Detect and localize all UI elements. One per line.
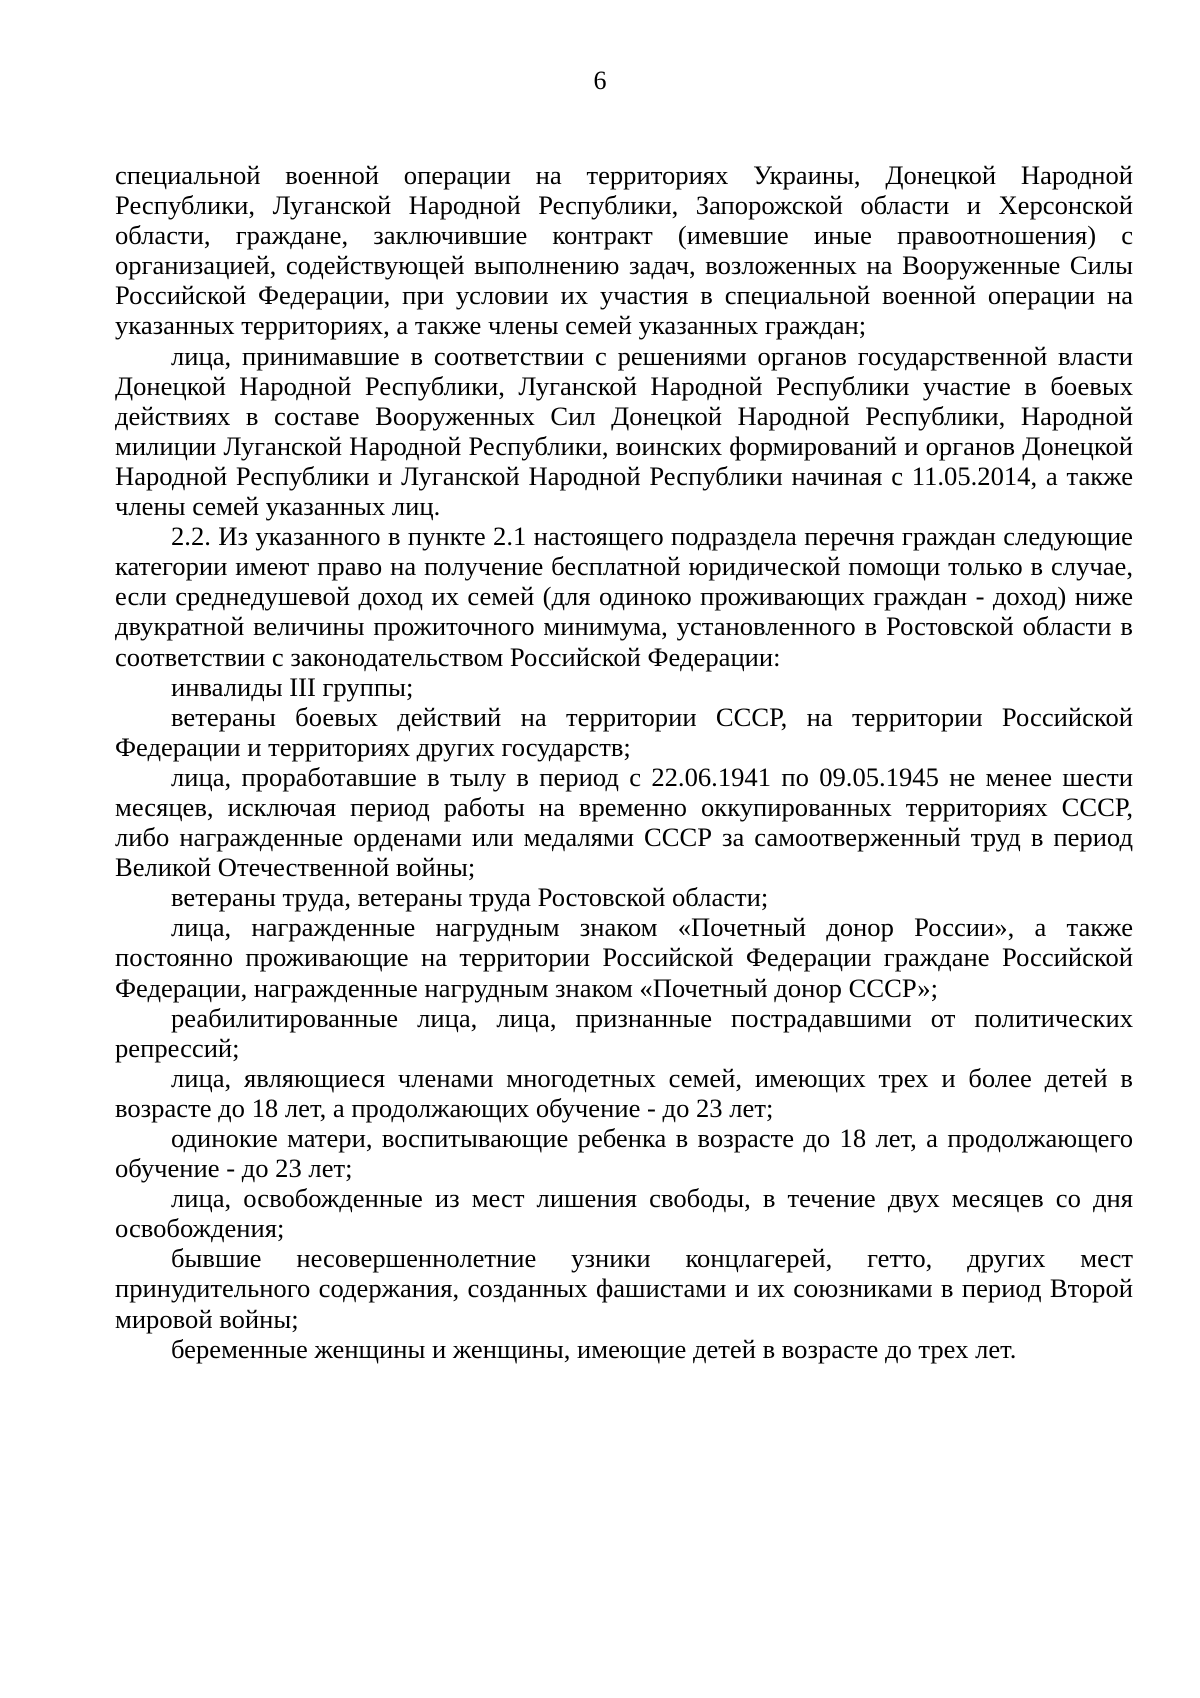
list-item: лица, освобожденные из мест лишения свободы, в течение двух месяцев со дня освобождения; [115,1183,1133,1244]
list-item: реабилитированные лица, лица, признанные пострадавшими от политических репрессий; [115,1002,1133,1063]
paragraph-clause-2-2: 2.2. Из указанного в пункте 2.1 настоящего подраздела перечня граждан следующие категории имеют право на получение бесплатной юридической помощи только в случае, если среднедушевой доход их семей (для одиноко проживающих граждан - доход) ниже двукратной величины прожиточного минимума, установленного в Ростовской области в соответствии с законодательством Российской Федерации: [115,521,1133,672]
list-item: лица, проработавшие в тылу в период с 22.06.1941 по 09.05.1945 не менее шести месяцев, исключая период работы на временно оккупированных территориях СССР, либо награжденные орденами или медалями СССР за самоотверженный труд в период Великой Отечественной войны; [115,761,1133,883]
paragraph-dnr-lnr-participants: лица, принимавшие в соответствии с решениями органов государственной власти Донецкой Народной Республики, Луганской Народной Республики участие в боевых действиях в составе Вооруженных Сил Донецкой Народной Республики, Народной милиции Луганской Народной Республики, воинских формирований и органов Донецкой Народной Республики и Луганской Народной Республики начиная с 11.05.2014, а также члены семей указанных лиц. [115,340,1133,522]
document-body [115,160,1133,1364]
list-item: ветераны труда, ветераны труда Ростовской области; [171,882,769,913]
list-item: беременные женщины и женщины, имеющие детей в возрасте до трех лет. [171,1333,1017,1364]
list-item: инвалиды III группы; [171,671,414,702]
list-item: бывшие несовершеннолетние узники концлагерей, гетто, других мест принудительного содержания, созданных фашистами и их союзниками в период Второй мировой войны; [115,1243,1133,1334]
page-number: 6 [593,66,607,95]
list-item: лица, являющиеся членами многодетных семей, имеющих трех и более детей в возрасте до 18 лет, а продолжающих обучение - до 23 лет; [115,1062,1133,1123]
paragraph-continuation: специальной военной операции на территориях Украины, Донецкой Народной Республики, Луганской Народной Республики, Запорожской области и Херсонской области, граждане, заключившие контракт (имевшие иные правоотношения) с организацией, содействующей выполнению задач, возложенных на Вооруженные Силы Российской Федерации, при условии их участия в специальной военной операции на указанных территориях, а также члены семей указанных граждан; [115,160,1133,341]
list-item: лица, награжденные нагрудным знаком «Почетный донор России», а также постоянно проживающие на территории Российской Федерации граждане Российской Федерации, награжденные нагрудным знаком «Почетный донор СССР»; [115,912,1133,1003]
list-item: одинокие матери, воспитывающие ребенка в возрасте до 18 лет, а продолжающего обучение - до 23 лет; [115,1123,1133,1184]
list-item: ветераны боевых действий на территории СССР, на территории Российской Федерации и территориях других государств; [115,701,1133,762]
